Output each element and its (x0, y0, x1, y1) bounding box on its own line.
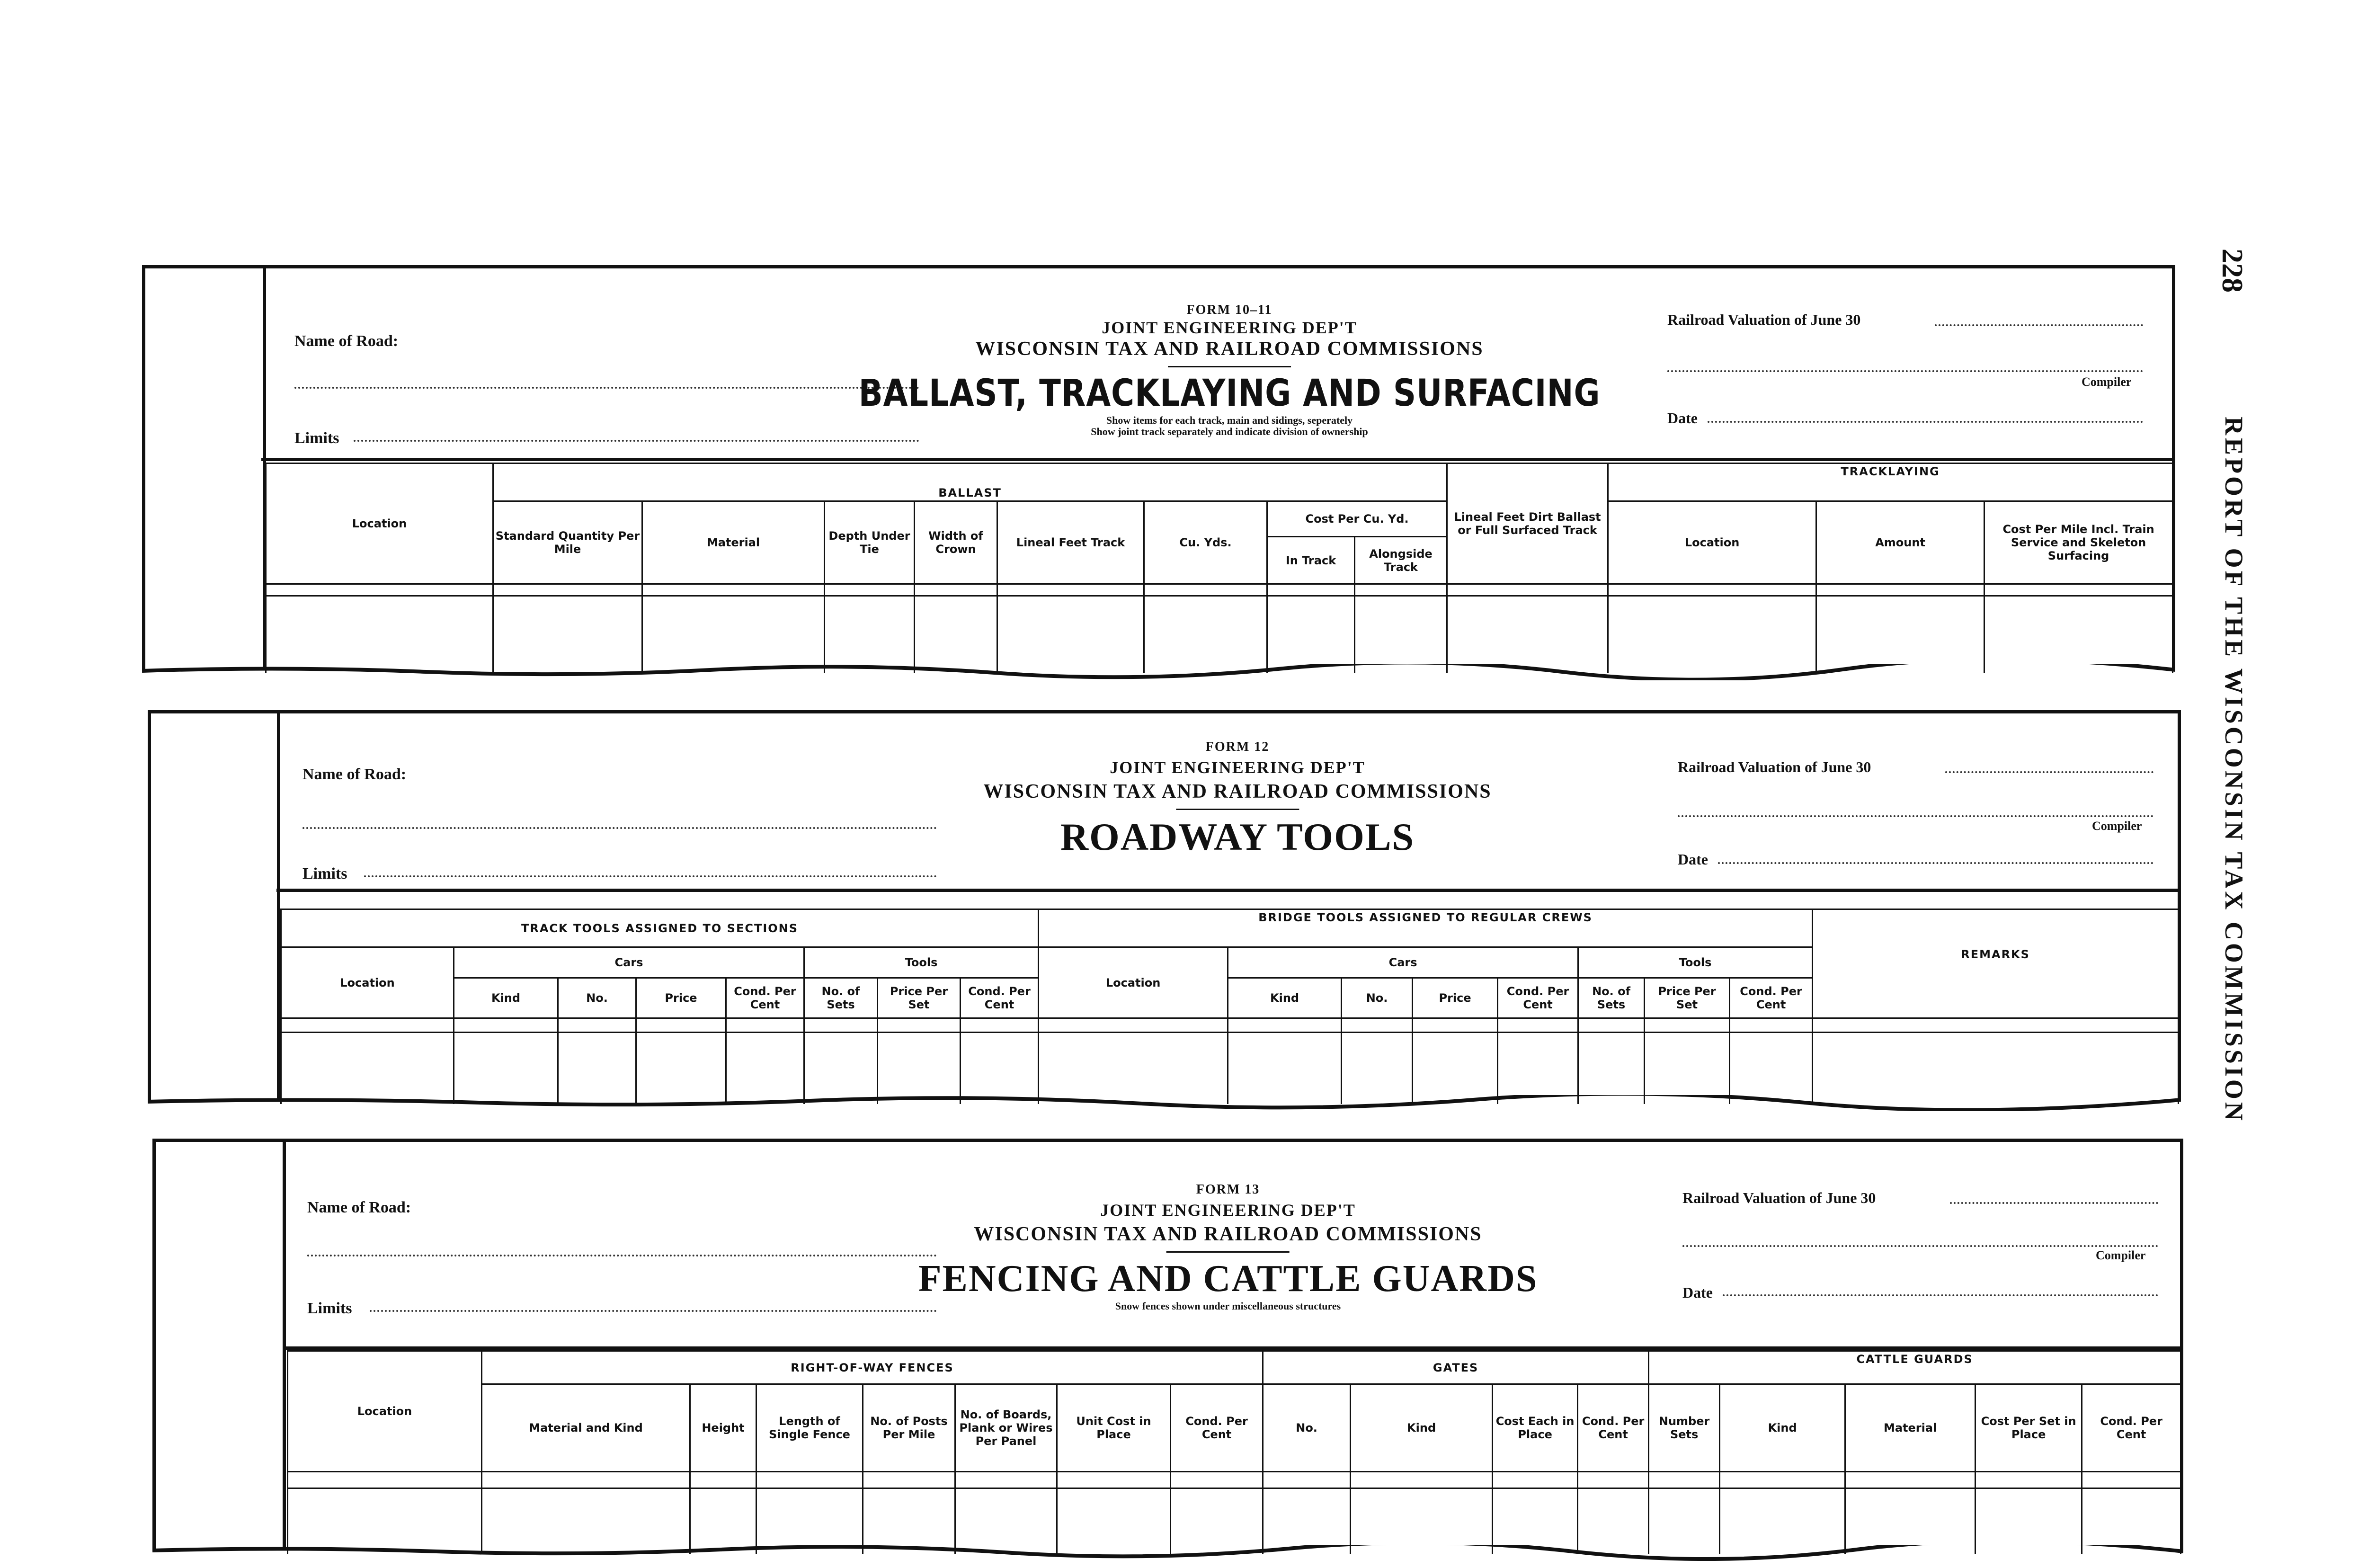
entry-cell[interactable] (1984, 584, 2173, 596)
section-rule (283, 1346, 2180, 1350)
entry-cell[interactable] (1447, 584, 1608, 596)
name-of-road-label: Name of Road: (303, 766, 407, 783)
entry-cell[interactable] (726, 1018, 804, 1033)
entry-cell[interactable] (1267, 584, 1355, 596)
entry-cell[interactable] (997, 584, 1144, 596)
group-ballast: BALLAST (493, 463, 1447, 501)
col-material-kind: Material and Kind (482, 1384, 690, 1472)
date-line (1708, 421, 2143, 423)
entry-cell[interactable] (997, 596, 1144, 674)
valuation-label: Railroad Valuation of June 30 (1667, 311, 1861, 328)
col-location: Location (266, 463, 493, 584)
col-length-single-fence: Length of Single Fence (756, 1384, 863, 1472)
compiler-line (1682, 1245, 2158, 1247)
heading-rule (1176, 809, 1299, 810)
commission-name: WISCONSIN TAX AND RAILROAD COMMISSIONS (983, 781, 1492, 802)
col-standard-quantity: Standard Quantity Per Mile (493, 501, 642, 584)
entry-cell[interactable] (1975, 1472, 2082, 1488)
entry-cell[interactable] (878, 1033, 961, 1105)
entry-cell[interactable] (1228, 1033, 1342, 1105)
col-price: Price (636, 978, 726, 1018)
entry-cell[interactable] (726, 1033, 804, 1105)
group-bridge-tools: BRIDGE TOOLS ASSIGNED TO REGULAR CREWS (1039, 909, 1813, 947)
form-ballast (142, 265, 2175, 670)
entry-cell[interactable] (1730, 1033, 1813, 1105)
entry-cell[interactable] (1351, 1472, 1493, 1488)
col-depth-under-tie: Depth Under Tie (825, 501, 915, 584)
entry-cell[interactable] (288, 1488, 482, 1554)
entry-cell[interactable] (636, 1033, 726, 1105)
entry-cell[interactable] (756, 1472, 863, 1488)
entry-cell[interactable] (1720, 1488, 1845, 1554)
compiler-line (1667, 370, 2143, 372)
form-stub (151, 713, 280, 1101)
form-stub (145, 268, 266, 670)
name-of-road-label: Name of Road: (294, 332, 399, 350)
form-subtitle: Show joint track separately and indicate division of ownership (1091, 426, 1368, 437)
entry-cell[interactable] (1039, 1033, 1228, 1105)
col-kind: Kind (1228, 978, 1342, 1018)
form-heading (983, 739, 1491, 859)
entry-cell[interactable] (482, 1472, 690, 1488)
entry-cell[interactable] (690, 1488, 756, 1554)
col-no: No. (1342, 978, 1413, 1018)
entry-cell[interactable] (2082, 1488, 2181, 1554)
entry-cell[interactable] (266, 584, 493, 596)
entry-cell[interactable] (1355, 584, 1447, 596)
col-cond-per-cent: Cond. Per Cent (1171, 1384, 1263, 1472)
entry-cell[interactable] (1816, 596, 1984, 674)
col-no: No. (558, 978, 636, 1018)
form-subtitle: Show items for each track, main and sidings, seperately (1106, 414, 1353, 426)
entry-cell[interactable] (1608, 584, 1816, 596)
group-cattle-guards: CATTLE GUARDS (1649, 1351, 2181, 1384)
col-guard-material: Material (1845, 1384, 1975, 1472)
col-alongside-track: Alongside Track (1355, 537, 1447, 584)
col-guard-kind: Kind (1720, 1384, 1845, 1472)
entry-cell[interactable] (1816, 584, 1984, 596)
col-gate-kind: Kind (1351, 1384, 1493, 1472)
entry-cell[interactable] (558, 1018, 636, 1033)
col-height: Height (690, 1384, 756, 1472)
entry-cell[interactable] (1649, 1472, 1720, 1488)
limits-line (354, 440, 919, 442)
limits-line (370, 1310, 937, 1312)
col-cond-per-cent: Cond. Per Cent (1730, 978, 1813, 1018)
entry-cell[interactable] (1649, 1488, 1720, 1554)
col-location: Location (288, 1351, 482, 1472)
form-title: FENCING AND CATTLE GUARDS (918, 1258, 1538, 1300)
entry-cell[interactable] (1578, 1472, 1649, 1488)
col-width-of-crown: Width of Crown (915, 501, 997, 584)
entry-cell[interactable] (1039, 1018, 1228, 1033)
roadway-tools-table (280, 909, 2179, 1104)
entry-cell[interactable] (1608, 596, 1816, 674)
commission-name: WISCONSIN TAX AND RAILROAD COMMISSIONS (974, 1223, 1482, 1245)
entry-cell[interactable] (1267, 596, 1355, 674)
entry-cell[interactable] (1228, 1018, 1342, 1033)
col-posts-per-mile: No. of Posts Per Mile (863, 1384, 955, 1472)
col-price-per-set: Price Per Set (1645, 978, 1730, 1018)
form-number: FORM 10–11 (1186, 303, 1272, 317)
col-lineal-feet-track: Lineal Feet Track (997, 501, 1144, 584)
col-boards-per-panel: No. of Boards, Plank or Wires Per Panel (955, 1384, 1057, 1472)
name-of-road-line (303, 827, 937, 829)
entry-cell[interactable] (804, 1033, 878, 1105)
entry-cell[interactable] (1975, 1488, 2082, 1554)
entry-cell[interactable] (1578, 1488, 1649, 1554)
form-stub (156, 1142, 286, 1550)
entry-cell[interactable] (1413, 1018, 1498, 1033)
entry-cell[interactable] (1263, 1488, 1351, 1554)
valuation-line (1945, 771, 2153, 773)
page-number: 228 (2216, 249, 2248, 293)
entry-cell[interactable] (454, 1033, 558, 1105)
entry-cell[interactable] (863, 1488, 955, 1554)
col-tl-location: Location (1608, 501, 1816, 584)
entry-cell[interactable] (642, 584, 825, 596)
col-lineal-feet-dirt: Lineal Feet Dirt Ballast or Full Surfaced Track (1447, 463, 1608, 584)
col-cost-per-set: Cost Per Set in Place (1975, 1384, 2082, 1472)
entry-cell[interactable] (1845, 1488, 1975, 1554)
col-tl-amount: Amount (1816, 501, 1984, 584)
group-track-tools: TRACK TOOLS ASSIGNED TO SECTIONS (281, 909, 1039, 947)
running-head: REPORT OF THE WISCONSIN TAX COMMISSION (2220, 417, 2248, 1123)
entry-cell[interactable] (2082, 1472, 2181, 1488)
compiler-line (1678, 815, 2153, 817)
entry-cell[interactable] (281, 1018, 454, 1033)
entry-cell[interactable] (288, 1472, 482, 1488)
valuation-label: Railroad Valuation of June 30 (1678, 758, 1871, 775)
entry-cell[interactable] (482, 1488, 690, 1554)
entry-cell[interactable] (878, 1018, 961, 1033)
group-cars: Cars (454, 947, 804, 978)
entry-cell[interactable] (636, 1018, 726, 1033)
col-location: Location (1039, 947, 1228, 1018)
entry-cell[interactable] (1493, 1472, 1578, 1488)
compiler-label: Compiler (2096, 1248, 2146, 1262)
col-location: Location (281, 947, 454, 1018)
col-cond-per-cent: Cond. Per Cent (726, 978, 804, 1018)
entry-cell[interactable] (1645, 1033, 1730, 1105)
section-rule (276, 889, 2178, 892)
group-gates: GATES (1263, 1351, 1649, 1384)
heading-rule (1166, 1251, 1290, 1253)
form-subtitle: Snow fences shown under miscellaneous structures (1115, 1300, 1341, 1312)
entry-cell[interactable] (1447, 596, 1608, 674)
entry-cell[interactable] (1171, 1488, 1263, 1554)
heading-rule (1168, 366, 1291, 367)
entry-cell[interactable] (915, 584, 997, 596)
col-remarks: REMARKS (1813, 909, 2179, 1018)
form-title: ROADWAY TOOLS (1060, 815, 1415, 858)
section-rule (261, 458, 2172, 461)
form-fencing (152, 1139, 2183, 1550)
col-kind: Kind (454, 978, 558, 1018)
fencing-table (287, 1350, 2181, 1554)
entry-cell[interactable] (1720, 1472, 1845, 1488)
entry-cell[interactable] (1057, 1488, 1171, 1554)
col-no-of-sets: No. of Sets (804, 978, 878, 1018)
entry-cell[interactable] (493, 584, 642, 596)
entry-cell[interactable] (493, 596, 642, 674)
form-number: FORM 13 (1196, 1182, 1260, 1197)
entry-cell[interactable] (1984, 596, 2173, 674)
entry-cell[interactable] (1342, 1033, 1413, 1105)
col-material: Material (642, 501, 825, 584)
entry-cell[interactable] (1413, 1033, 1498, 1105)
commission-name: WISCONSIN TAX AND RAILROAD COMMISSIONS (975, 338, 1484, 360)
group-tools: Tools (804, 947, 1039, 978)
date-label: Date (1667, 410, 1698, 427)
col-tl-cost: Cost Per Mile Incl. Train Service and Skeleton Surfacing (1984, 501, 2173, 584)
compiler-label: Compiler (2092, 819, 2142, 833)
entry-cell[interactable] (1351, 1488, 1493, 1554)
compiler-label: Compiler (2082, 375, 2132, 389)
col-cu-yds: Cu. Yds. (1144, 501, 1267, 584)
limits-line (364, 875, 937, 877)
entry-cell[interactable] (1057, 1472, 1171, 1488)
entry-cell[interactable] (1171, 1472, 1263, 1488)
date-line (1723, 1294, 2158, 1296)
col-unit-cost: Unit Cost in Place (1057, 1384, 1171, 1472)
form-title: BALLAST, TRACKLAYING AND SURFACING (858, 372, 1601, 415)
entry-cell[interactable] (825, 596, 915, 674)
col-cond-per-cent: Cond. Per Cent (1578, 1384, 1649, 1472)
col-cond-per-cent: Cond. Per Cent (2082, 1384, 2181, 1472)
entry-cell[interactable] (756, 1488, 863, 1554)
date-label: Date (1678, 851, 1708, 868)
form-heading (798, 303, 1661, 437)
dept-name: JOINT ENGINEERING DEP'T (1110, 758, 1365, 777)
entry-cell[interactable] (955, 1488, 1057, 1554)
entry-cell[interactable] (1498, 1018, 1578, 1033)
entry-cell[interactable] (1578, 1033, 1645, 1105)
entry-cell[interactable] (1493, 1488, 1578, 1554)
form-number: FORM 12 (1205, 739, 1270, 754)
limits-label: Limits (294, 429, 339, 447)
entry-cell[interactable] (1730, 1018, 1813, 1033)
entry-cell[interactable] (961, 1033, 1039, 1105)
entry-cell[interactable] (1578, 1018, 1645, 1033)
limits-label: Limits (303, 865, 347, 882)
group-tools: Tools (1578, 947, 1813, 978)
entry-cell[interactable] (266, 596, 493, 674)
entry-cell[interactable] (1813, 1033, 2179, 1105)
date-label: Date (1682, 1284, 1713, 1301)
entry-cell[interactable] (1144, 584, 1267, 596)
entry-cell[interactable] (1144, 596, 1267, 674)
entry-cell[interactable] (558, 1033, 636, 1105)
dept-name: JOINT ENGINEERING DEP'T (1102, 318, 1357, 337)
form-heading (918, 1182, 1538, 1312)
col-gate-no: No. (1263, 1384, 1351, 1472)
entry-cell[interactable] (915, 596, 997, 674)
entry-cell[interactable] (1813, 1018, 2179, 1033)
group-row-fences: RIGHT-OF-WAY FENCES (482, 1351, 1263, 1384)
col-no-of-sets: No. of Sets (1578, 978, 1645, 1018)
entry-cell[interactable] (863, 1472, 955, 1488)
group-cost-per-cu-yd: Cost Per Cu. Yd. (1267, 501, 1447, 537)
entry-cell[interactable] (1845, 1472, 1975, 1488)
entry-cell[interactable] (1263, 1472, 1351, 1488)
group-cars: Cars (1228, 947, 1578, 978)
entry-cell[interactable] (1645, 1018, 1730, 1033)
col-price-per-set: Price Per Set (878, 978, 961, 1018)
date-line (1718, 862, 2153, 864)
form-roadway-tools (148, 710, 2181, 1101)
valuation-label: Railroad Valuation of June 30 (1682, 1189, 1876, 1206)
col-cond-per-cent: Cond. Per Cent (961, 978, 1039, 1018)
col-in-track: In Track (1267, 537, 1355, 584)
col-price: Price (1413, 978, 1498, 1018)
group-tracklaying: TRACKLAYING (1608, 463, 2173, 501)
name-of-road-label: Name of Road: (307, 1199, 411, 1216)
dept-name: JOINT ENGINEERING DEP'T (1100, 1201, 1356, 1220)
col-number-sets: Number Sets (1649, 1384, 1720, 1472)
limits-label: Limits (307, 1300, 352, 1317)
entry-cell[interactable] (1355, 596, 1447, 674)
valuation-line (1935, 324, 2143, 326)
entry-cell[interactable] (281, 1033, 454, 1105)
col-cost-each: Cost Each in Place (1493, 1384, 1578, 1472)
entry-cell[interactable] (690, 1472, 756, 1488)
entry-cell[interactable] (804, 1018, 878, 1033)
entry-cell[interactable] (454, 1018, 558, 1033)
valuation-line (1950, 1202, 2158, 1204)
entry-cell[interactable] (1498, 1033, 1578, 1105)
col-cond-per-cent: Cond. Per Cent (1498, 978, 1578, 1018)
ballast-table (265, 463, 2173, 673)
entry-cell[interactable] (1342, 1018, 1413, 1033)
entry-cell[interactable] (961, 1018, 1039, 1033)
entry-cell[interactable] (955, 1472, 1057, 1488)
entry-cell[interactable] (825, 584, 915, 596)
name-of-road-line (307, 1255, 937, 1256)
entry-cell[interactable] (642, 596, 825, 674)
